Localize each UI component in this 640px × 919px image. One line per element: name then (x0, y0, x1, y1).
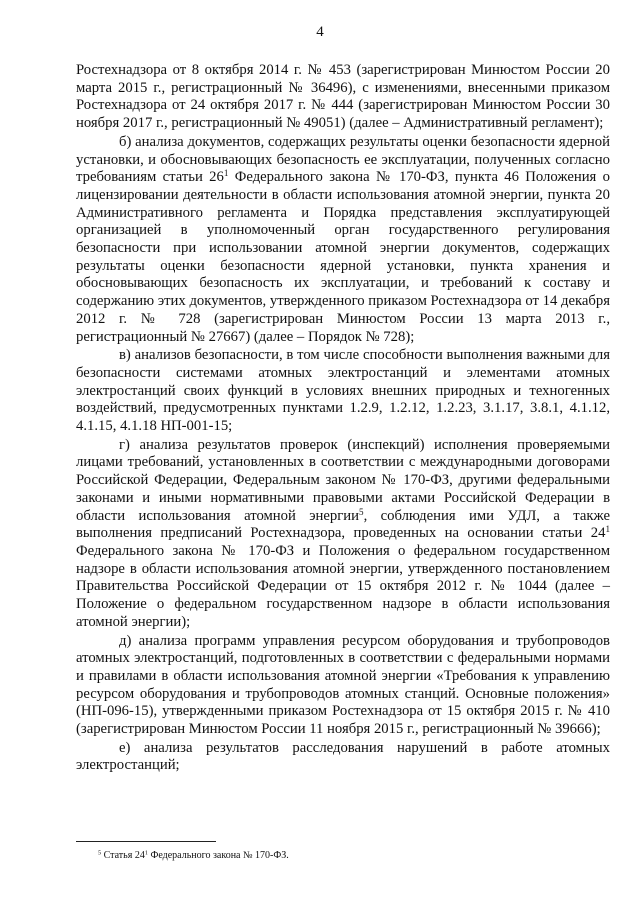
paragraph-continuation (76, 62, 610, 133)
paragraph-text: г) анализа результатов проверок (инспекций) исполнения проверяемыми лицами требований, установленных в соответствии с международными договорами Российской Федерации, Федеральным законом № 170-ФЗ, другими федеральными законами и иными нормативными правовыми актами Российской Федерации в области использования атомной энергии (76, 436, 610, 524)
footnote-reference: 5 (359, 506, 364, 517)
paragraph-text: б) анализа документов, содержащих результаты оценки безопасности ядерной установки, и обосновывающих безопасность ее эксплуатации, полученных согласно требованиям статьи 26 (76, 133, 610, 186)
paragraph-d (76, 633, 610, 739)
body-text (76, 62, 610, 776)
paragraph-g (76, 437, 610, 632)
paragraph-text: д) анализа программ управления ресурсом оборудования и трубопроводов атомных электростанций, подготовленных в соответствии с федеральными нормами и правилами в области использования атомной энергии «Требования к управлению ресурсом оборудования и трубопроводов атомных станций. Основные положения» (НП-096-15), утвержденными приказом Ростехнадзора от 15 октября 2015 г. № 410 (зарегистрирован Минюстом России 11 ноября 2015 г., регистрационный № 39666); (76, 632, 610, 738)
paragraph-text: Федерального закона № 170-ФЗ и Положения о федеральном государственном надзоре в области использования атомной энергии, утвержденного постановлением Правительства Российской Федерации от 15 октября 2012 г. № 1044 (далее – Положение о федеральном государственном надзоре в области использования атомной энергии); (76, 542, 610, 630)
paragraph-b (76, 134, 610, 346)
footnote-text: Статья 24 (101, 850, 145, 861)
footnote (98, 850, 289, 862)
paragraph-e (76, 740, 610, 775)
superscript: 1 (223, 168, 229, 179)
paragraph-v (76, 347, 610, 436)
footnote-divider (76, 841, 216, 842)
superscript: 1 (144, 849, 148, 857)
paragraph-text: , соблюдения ими УДЛ, а также выполнения предписаний Ростехнадзора, проведенных на основании статьи 24 (76, 507, 610, 542)
footnote-text: Федерального закона № 170-ФЗ. (147, 850, 289, 861)
footnote-number: 5 (98, 849, 102, 857)
paragraph-text: Федерального закона № 170-ФЗ, пункта 46 Положения о лицензировании деятельности в области использования атомной энергии, пункта 20 Административного регламента и Порядка представления эксплуатирующей организацией в уполномоченный орган государственного регулирования безопасности при использовании атомной энергии документов, содержащих результаты оценки безопасности ядерной установки, пункта хранения и обосновывающих безопасность их эксплуатации, и требований к составу и содержанию этих документов, утвержденного приказом Ростехнадзора от 14 декабря 2012 г. № 728 (зарегистрирован Минюстом России 13 марта 2013 г., регистрационный № 27667) (далее – Порядок № 728); (76, 169, 610, 345)
superscript: 1 (605, 524, 610, 535)
paragraph-text: е) анализа результатов расследования нарушений в работе атомных электростанций; (76, 739, 610, 774)
paragraph-text: Ростехнадзора от 8 октября 2014 г. № 453 (зарегистрирован Минюстом России 20 марта 2015 г., регистрационный № 36496), с изменениями, внесенными приказом Ростехнадзора от 24 октября 2017 г. № 444 (зарегистрирован Минюстом России 30 ноября 2017 г., регистрационный № 49051) (далее – Административный регламент); (76, 62, 610, 132)
paragraph-text: в) анализов безопасности, в том числе способности выполнения важными для безопасности системами атомных электростанций и элементами атомных электростанций своих функций в условиях внешних природных и техногенных воздействий, предусмотренных пунктами 1.2.9, 1.2.12, 1.2.23, 3.1.17, 3.8.1, 4.1.12, 4.1.15, 4.1.18 НП-001-15; (76, 347, 610, 435)
page-number: 4 (316, 24, 324, 40)
